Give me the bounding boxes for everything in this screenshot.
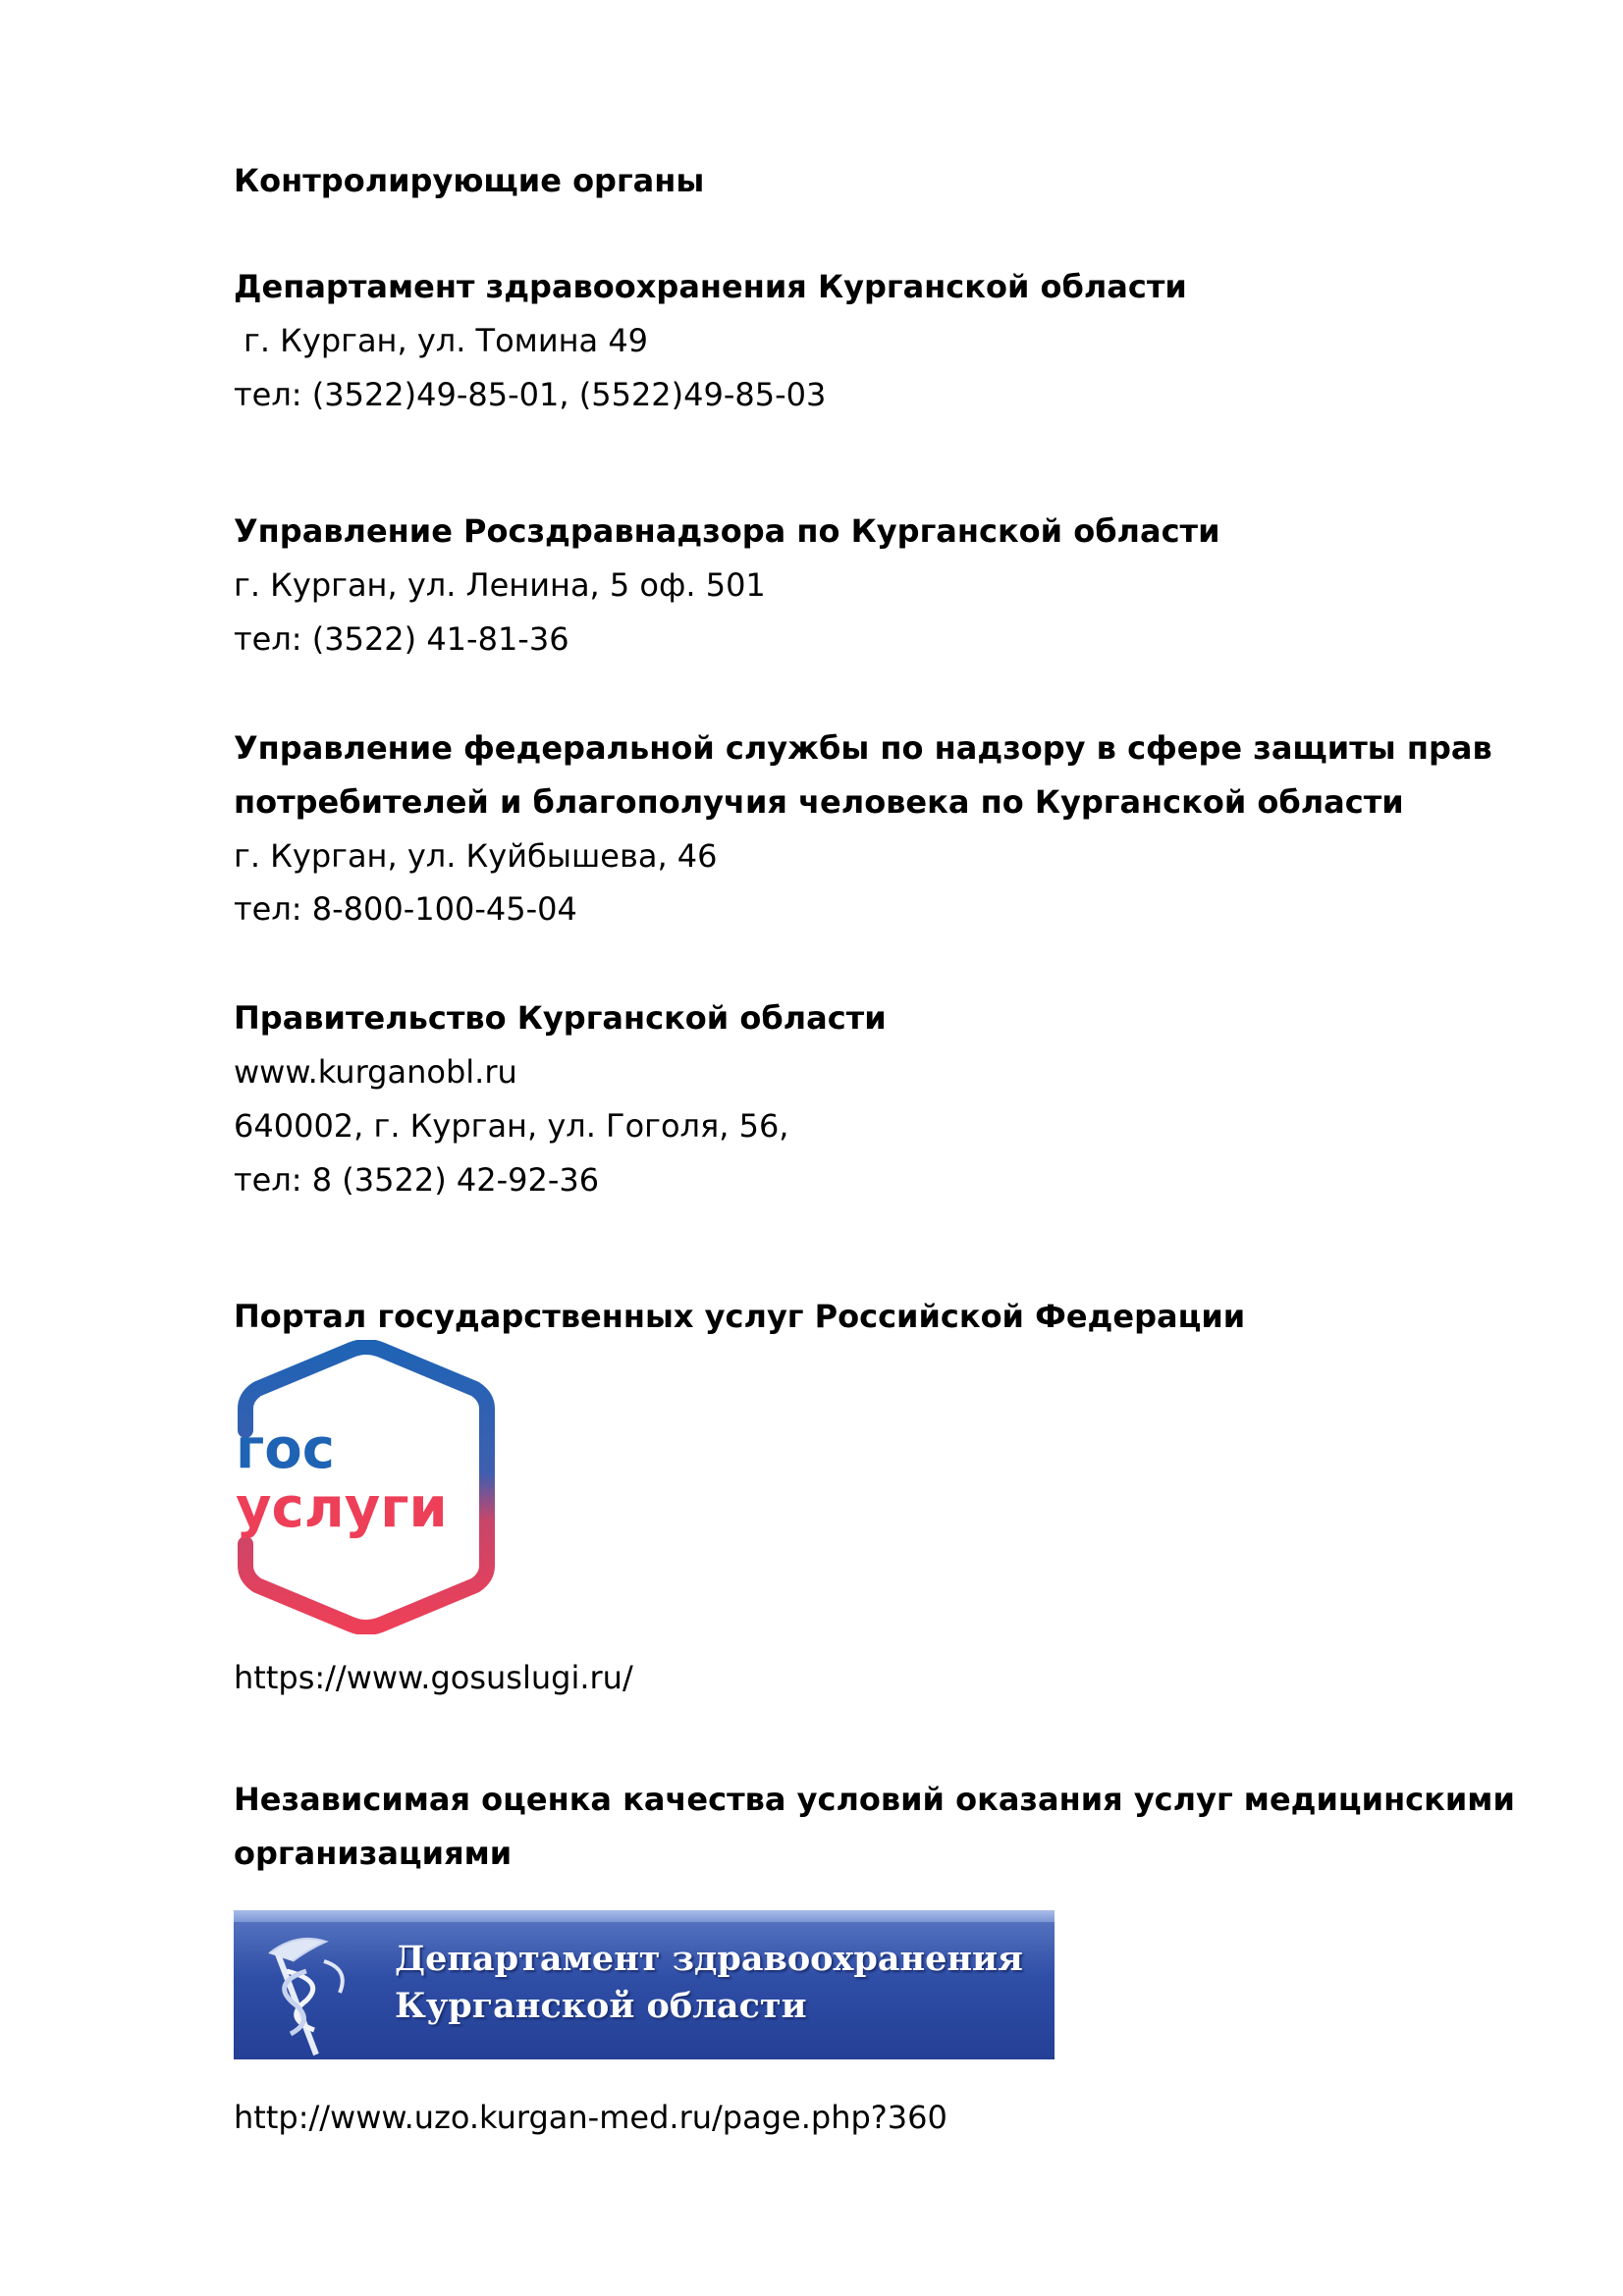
logo-text-uslugi: услуги xyxy=(236,1476,448,1540)
page-heading: Контролирующие органы xyxy=(234,162,705,199)
department-banner[interactable] xyxy=(234,1910,1055,2059)
banner-top-strip xyxy=(234,1910,1055,1922)
org4-address: 640002, г. Курган, ул. Гоголя, 56, xyxy=(234,1107,789,1145)
org3-phone: тел: 8-800-100-45-04 xyxy=(234,890,577,928)
assessment-url[interactable]: http://www.uzo.kurgan-med.ru/page.php?360 xyxy=(234,2099,947,2136)
logo-text-gos: гос xyxy=(236,1417,335,1481)
banner-text-line2: Курганской области xyxy=(395,1986,807,2026)
org3-address: г. Курган, ул. Куйбышева, 46 xyxy=(234,837,718,875)
org1-phone: тел: (3522)49-85-01, (5522)49-85-03 xyxy=(234,376,827,413)
org2-name: Управление Росздравнадзора по Курганской области xyxy=(234,512,1220,550)
gosuslugi-url[interactable]: https://www.gosuslugi.ru/ xyxy=(234,1659,633,1696)
gosuslugi-title: Портал государственных услуг Российской Федерации xyxy=(234,1298,1246,1335)
org4-name: Правительство Курганской области xyxy=(234,999,887,1037)
org1-address: г. Курган, ул. Томина 49 xyxy=(243,322,649,359)
gosuslugi-logo xyxy=(234,1340,499,1634)
assessment-title-line1: Независимая оценка качества условий оказания услуг медицинскими xyxy=(234,1781,1515,1818)
org2-address: г. Курган, ул. Ленина, 5 оф. 501 xyxy=(234,566,766,604)
org3-name-line1: Управление федеральной службы по надзору в сфере защиты прав xyxy=(234,729,1492,767)
org3-name-line2: потребителей и благополучия человека по Курганской области xyxy=(234,783,1404,821)
caduceus-icon xyxy=(247,1932,365,2059)
org1-name: Департамент здравоохранения Курганской области xyxy=(234,268,1187,305)
banner-text-line1: Департамент здравоохранения xyxy=(395,1939,1023,1979)
org2-phone: тел: (3522) 41-81-36 xyxy=(234,620,569,658)
org4-website[interactable]: www.kurganobl.ru xyxy=(234,1053,517,1091)
org4-phone: тел: 8 (3522) 42-92-36 xyxy=(234,1161,600,1199)
assessment-title-line2: организациями xyxy=(234,1835,513,1872)
